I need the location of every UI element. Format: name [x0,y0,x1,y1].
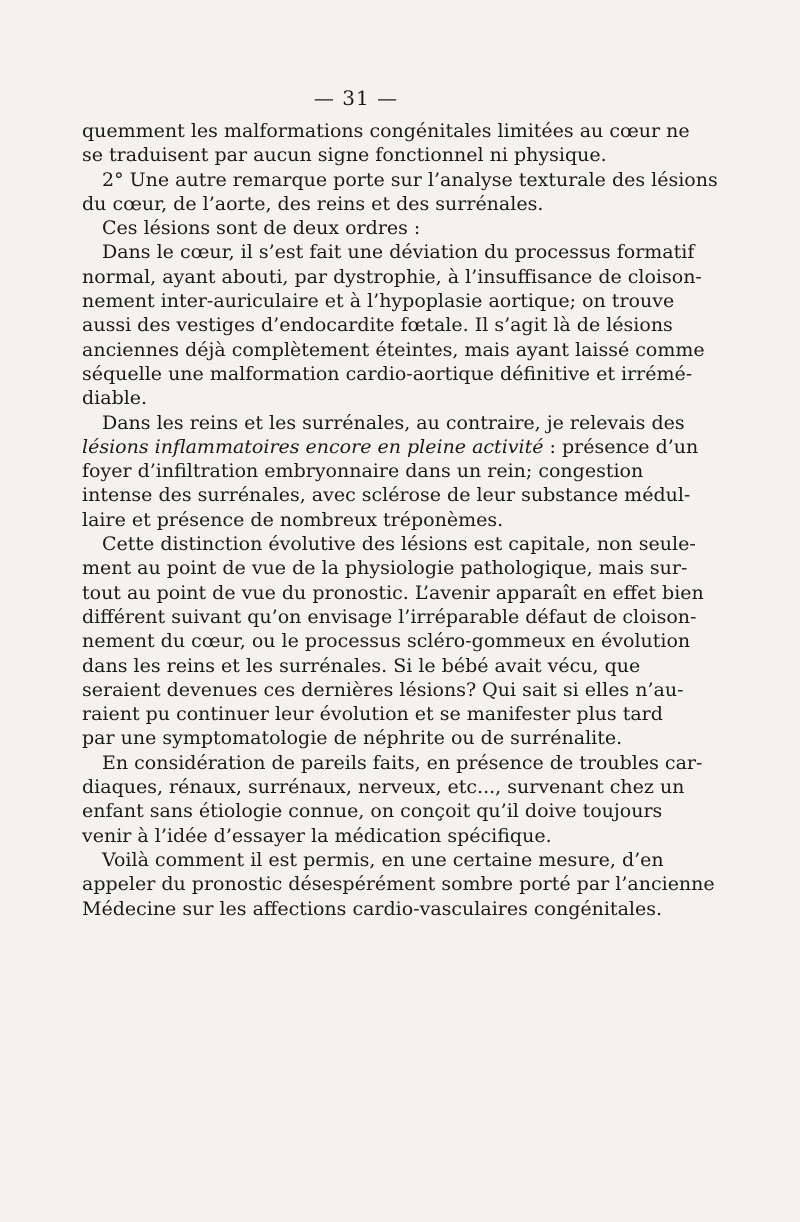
text-line: ment au point de vue de la physiologie pathologique, mais sur- [82,557,688,580]
text-line: diable. [82,387,148,410]
text-line: Dans le cœur, il s’est fait une déviation du processus formatif [102,241,695,264]
text-line: anciennes déjà complètement éteintes, mais ayant laissé comme [82,338,705,361]
text-line: laire et présence de nombreux tréponèmes. [82,508,504,531]
text-line: du cœur, de l’aorte, des reins et des surrénales. [82,192,544,215]
text-line: seraient devenues ces dernières lésions? Qui sait si elles n’au- [82,678,684,701]
text-line: nement du cœur, ou le processus scléro-gommeux en évolution [82,630,691,653]
body-text [82,119,718,921]
text-line: normal, ayant abouti, par dystrophie, à l’insuffisance de cloison- [82,265,702,288]
text-line: Médecine sur les affections cardio-vasculaires congénitales. [82,897,663,920]
text-line: raient pu continuer leur évolution et se manifester plus tard [82,703,663,726]
text-line: dans les reins et les surrénales. Si le bébé avait vécu, que [82,654,641,677]
text-line: tout au point de vue du pronostic. L’avenir apparaît en effet bien [82,581,704,604]
text-line: Voilà comment il est permis, en une certaine mesure, d’en [102,848,664,871]
text-fragment: : présence d’un [543,435,699,458]
text-line: appeler du pronostic désespérément sombre porté par l’ancienne [82,873,715,896]
italic-phrase: lésions inflammatoires encore en pleine activité [82,435,544,458]
text-line: quemment les malformations congénitales limitées au cœur ne [82,120,690,142]
text-line: En considération de pareils faits, en présence de troubles car- [102,751,703,774]
text-line: enfant sans étiologie connue, on conçoit qu’il doive toujours [82,800,663,823]
text-line: 2° Une autre remarque porte sur l’analyse texturale des lésions [102,168,718,191]
text-line: venir à l’idée d’essayer la médication spécifique. [82,824,552,847]
text-line: Cette distinction évolutive des lésions est capitale, non seule- [102,533,696,556]
text-line-italic [82,435,699,459]
text-line: Dans les reins et les surrénales, au contraire, je relevais des [102,411,685,434]
text-line: foyer d’infiltration embryonnaire dans un rein; congestion [82,460,644,483]
text-line: Ces lésions sont de deux ordres : [102,217,421,240]
text-line: aussi des vestiges d’endocardite fœtale. Il s’agit là de lésions [82,314,673,337]
page-number: — 31 — [313,86,399,110]
text-line: nement inter-auriculaire et à l’hypoplasie aortique; on trouve [82,290,675,313]
text-line: différent suivant qu’on envisage l’irréparable défaut de cloison- [82,605,697,628]
text-line: par une symptomatologie de néphrite ou de surrénalite. [82,727,623,750]
text-line: intense des surrénales, avec sclérose de leur substance médul- [82,484,691,507]
text-line: séquelle une malformation cardio-aortique définitive et irrémé- [82,362,693,385]
text-line: se traduisent par aucun signe fonctionnel ni physique. [82,144,607,167]
text-line: diaques, rénaux, surrénaux, nerveux, etc..., survenant chez un [82,776,685,799]
